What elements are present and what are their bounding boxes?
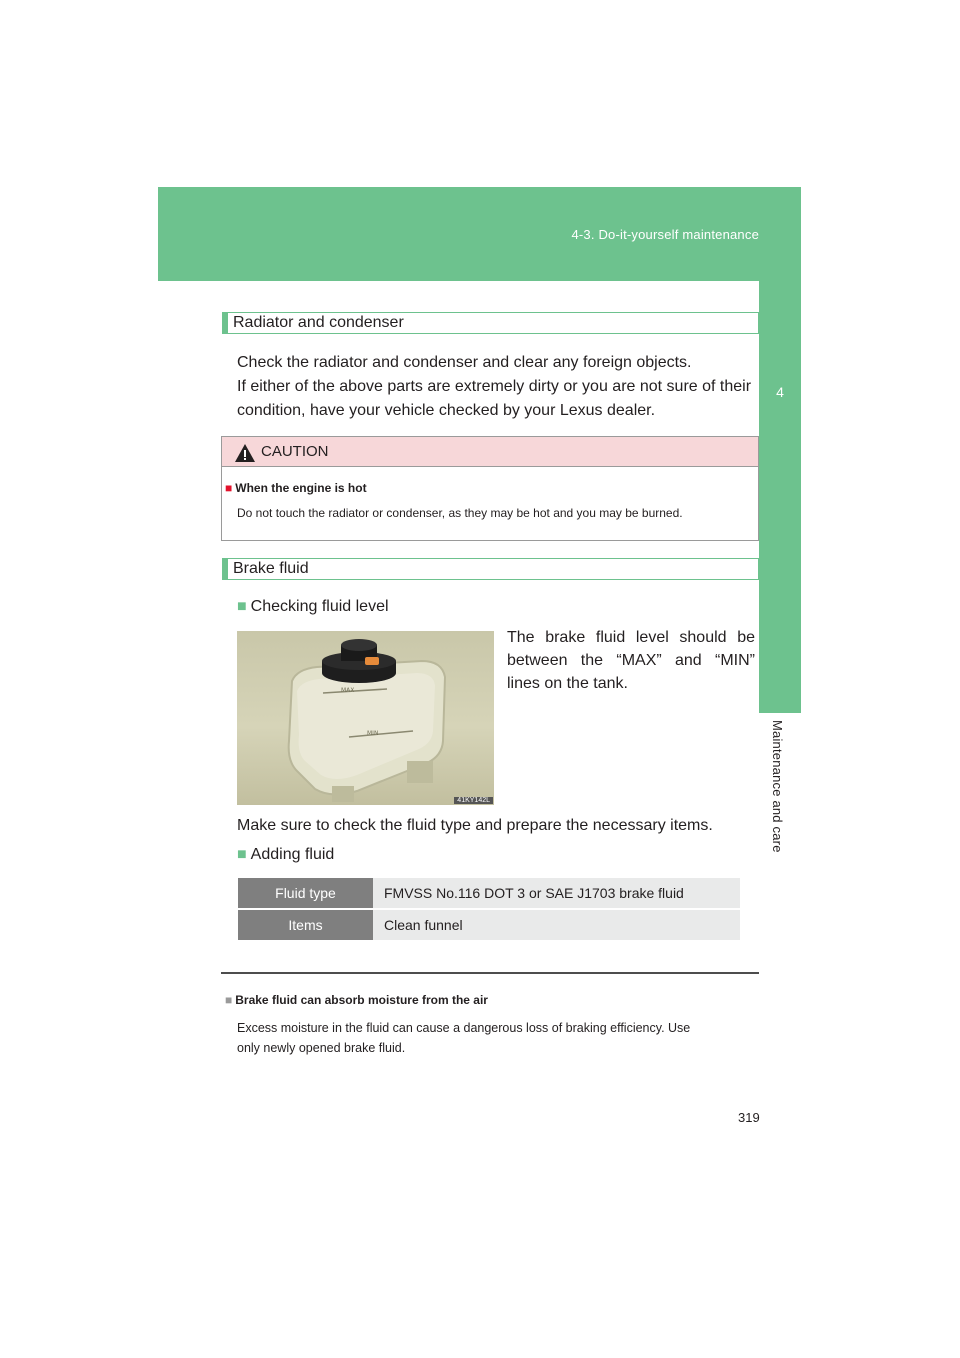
caution-header — [222, 437, 758, 467]
fluid-table — [238, 878, 740, 942]
radiator-heading — [222, 312, 759, 334]
header-bar — [158, 187, 801, 281]
warning-icon — [234, 443, 256, 463]
table-row — [238, 878, 740, 908]
adding-heading — [237, 846, 334, 864]
table-row-label: Items — [238, 910, 373, 940]
note-heading-text: Brake fluid can absorb moisture from the air — [235, 993, 488, 1007]
caution-subtitle-text: When the engine is hot — [235, 481, 367, 495]
level-text: The brake fluid level should be between the “MAX” and “MIN” lines on the tank. — [507, 629, 755, 692]
table-row-value: FMVSS No.116 DOT 3 or SAE J1703 brake fluid — [373, 878, 740, 908]
radiator-line-1: Check the radiator and condenser and clear any foreign objects. — [237, 354, 692, 371]
bullet-square-icon: ■ — [237, 846, 247, 863]
brake-heading — [222, 558, 759, 580]
bullet-square-icon: ■ — [225, 993, 233, 1007]
table-row-label: Fluid type — [238, 878, 373, 908]
checking-heading — [237, 598, 389, 616]
bullet-square-icon: ■ — [237, 598, 247, 615]
table-row-value: Clean funnel — [373, 910, 740, 940]
radiator-line-2: If either of the above parts are extremely dirty or you are not sure of their — [237, 378, 752, 395]
section-title: 4-3. Do-it-yourself maintenance — [571, 227, 759, 242]
chapter-label: Maintenance and care — [770, 720, 785, 853]
caution-subtitle — [225, 481, 367, 495]
radiator-line-3: condition, have your vehicle checked by your Lexus dealer. — [237, 402, 656, 419]
note-line-1: Excess moisture in the fluid can cause a dangerous loss of braking efficiency. Use — [237, 1021, 691, 1035]
heading-bar — [222, 312, 228, 334]
reservoir-illustration — [237, 631, 494, 805]
checking-heading-text: Checking fluid level — [250, 598, 389, 615]
table-row — [238, 910, 740, 940]
note-text — [237, 1018, 755, 1058]
caution-box — [221, 436, 759, 541]
chapter-number: 4 — [776, 384, 784, 400]
note-heading — [225, 993, 488, 1007]
chapter-tab — [759, 281, 801, 713]
photo-code: 41KY142L — [454, 797, 493, 804]
heading-bar — [222, 558, 228, 580]
adding-heading-text: Adding fluid — [250, 846, 335, 863]
note-line-2: only newly opened brake fluid. — [237, 1041, 406, 1055]
caution-title: CAUTION — [261, 443, 329, 460]
caution-text: Do not touch the radiator or condenser, as they may be hot and you may be burned. — [237, 506, 683, 520]
brake-reservoir-photo — [237, 631, 494, 805]
bullet-square-icon: ■ — [225, 481, 233, 495]
brake-title: Brake fluid — [233, 560, 309, 577]
prepare-text: Make sure to check the fluid type and prepare the necessary items. — [237, 817, 713, 834]
page-number: 319 — [738, 1110, 760, 1125]
tank-max-label: MAX — [341, 687, 355, 694]
radiator-title: Radiator and condenser — [233, 314, 404, 331]
tank-min-label: MIN — [367, 730, 379, 737]
section-divider — [221, 972, 759, 974]
